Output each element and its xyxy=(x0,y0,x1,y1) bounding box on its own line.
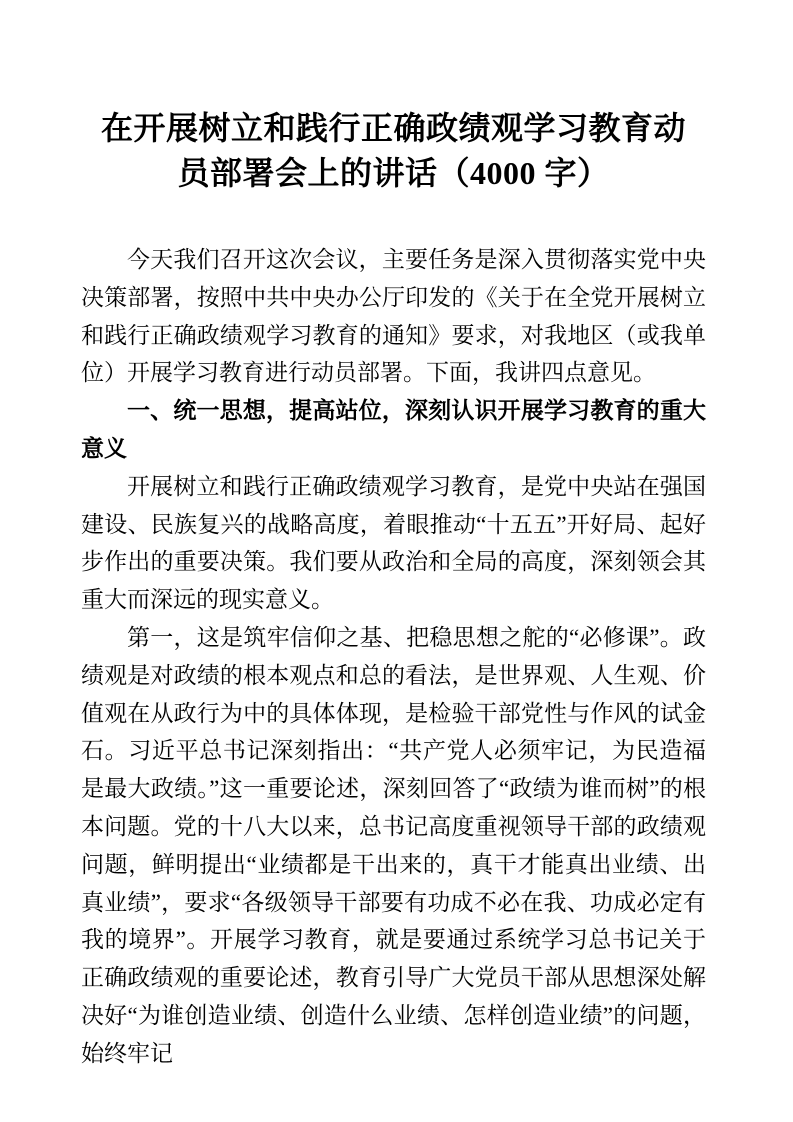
section-heading-1: 一、统一思想，提高站位，深刻认识开展学习教育的重大意义 xyxy=(81,397,706,461)
title-line-2: 员部署会上的讲话（4000 字） xyxy=(177,155,610,191)
document-body xyxy=(81,241,706,1073)
paragraph-significance: 开展树立和践行正确政绩观学习教育，是党中央站在强国建设、民族复兴的战略高度，着眼推动“十五五”开好局、起好步作出的重要决策。我们要从政治和全局的高度，深刻领会其重大而深远的现实意义。 xyxy=(81,473,706,613)
paragraph-first-point: 第一，这是筑牢信仰之基、把稳思想之舵的“必修课”。政绩观是对政绩的根本观点和总的看法，是世界观、人生观、价值观在从政行为中的具体体现，是检验干部党性与作风的试金石。习近平总书记深刻指出：“共产党人必须牢记，为民造福是最大政绩。”这一重要论述，深刻回答了“政绩为谁而树”的根本问题。党的十八大以来，总书记高度重视领导干部的政绩观问题，鲜明提出“业绩都是干出来的，真干才能真出业绩、出真业绩”，要求“各级领导干部要有功成不必在我、功成必定有我的境界”。开展学习教育，就是要通过系统学习总书记关于正确政绩观的重要论述，教育引导广大党员干部从思想深处解决好“为谁创造业绩、创造什么业绩、怎样创造业绩”的问题，始终牢记 xyxy=(81,624,706,1066)
paragraph-intro: 今天我们召开这次会议，主要任务是深入贯彻落实党中央决策部署，按照中共中央办公厅印发的《关于在全党开展树立和践行正确政绩观学习教育的通知》要求，对我地区（或我单位）开展学习教育进行动员部署。下面，我讲四点意见。 xyxy=(81,247,706,386)
title-line-1: 在开展树立和践行正确政绩观学习教育动 xyxy=(100,110,686,146)
document-title xyxy=(81,106,706,196)
